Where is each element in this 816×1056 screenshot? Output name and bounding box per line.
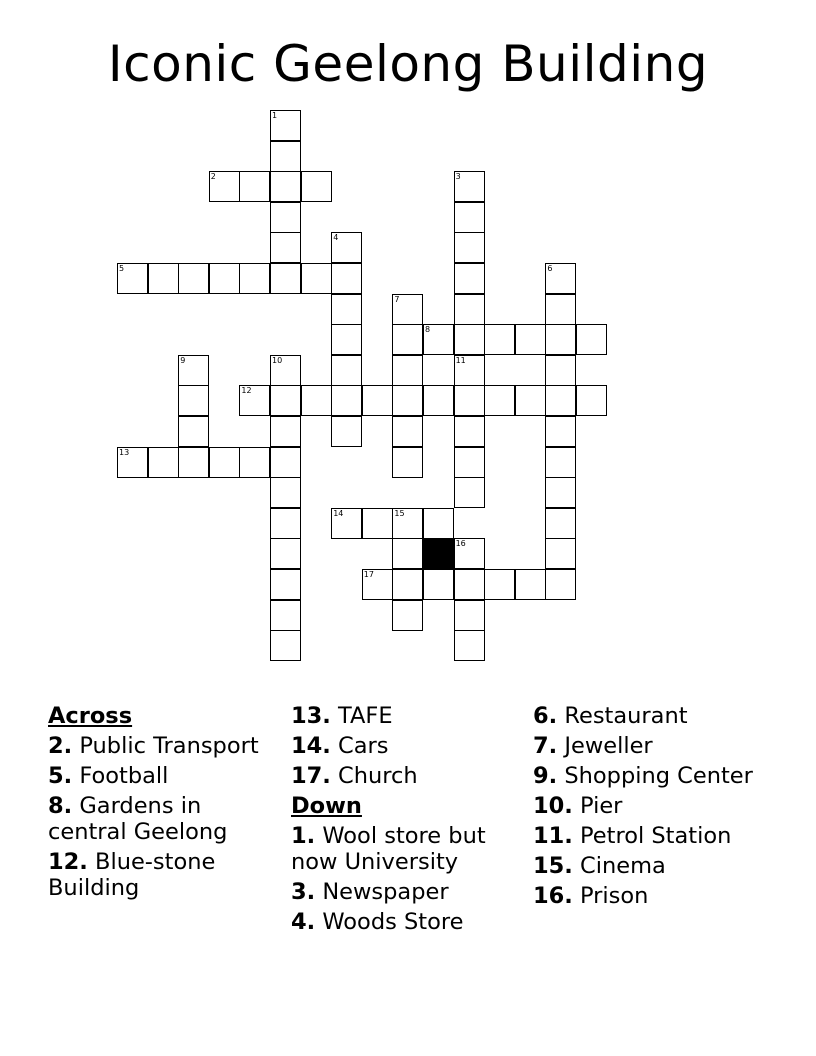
clue-text: Newspaper (315, 879, 449, 905)
grid-cell[interactable] (331, 508, 362, 539)
clue-item (533, 703, 773, 729)
grid-cell[interactable] (301, 385, 332, 416)
grid-cell[interactable] (270, 171, 301, 202)
grid-cell[interactable] (270, 385, 301, 416)
clue-number: 8 (425, 325, 431, 335)
grid-cell[interactable] (392, 600, 423, 631)
clue-number: 14 (333, 508, 344, 518)
grid-cell[interactable] (331, 416, 362, 447)
grid-cell[interactable] (545, 447, 576, 478)
clue-item (48, 733, 268, 759)
grid-cell[interactable] (270, 569, 301, 600)
grid-cell[interactable] (392, 355, 423, 386)
grid-cell[interactable] (239, 447, 270, 478)
grid-cell[interactable] (454, 477, 485, 508)
grid-cell[interactable] (178, 263, 209, 294)
grid-cell[interactable] (545, 477, 576, 508)
clue-text: Wool store but now University (291, 823, 486, 875)
grid-cell[interactable] (331, 355, 362, 386)
grid-cell[interactable] (148, 447, 179, 478)
clue-number: 12 (241, 386, 252, 396)
grid-cell[interactable] (270, 600, 301, 631)
grid-cell[interactable] (545, 569, 576, 600)
grid-cell[interactable] (576, 324, 607, 355)
clue-number: 4. (291, 909, 316, 935)
clues-column-3 (533, 703, 773, 913)
grid-cell[interactable] (239, 263, 270, 294)
grid-cell[interactable] (301, 263, 332, 294)
grid-cell[interactable] (270, 630, 301, 661)
grid-cell[interactable] (392, 508, 423, 539)
clue-number: 10 (272, 355, 283, 365)
clue-number: 17. (291, 763, 331, 789)
clue-number: 6 (547, 264, 553, 273)
grid-cell[interactable] (239, 171, 270, 202)
grid-cell[interactable] (270, 447, 301, 478)
grid-cell[interactable] (392, 324, 423, 355)
grid-cell[interactable] (454, 232, 485, 263)
grid-cell[interactable] (454, 600, 485, 631)
clue-number: 16 (455, 539, 466, 549)
grid-cell[interactable] (331, 263, 362, 294)
clue-text: Church (330, 763, 418, 789)
grid-cell[interactable] (178, 355, 209, 386)
clue-text: Blue-stone Building (48, 849, 216, 901)
grid-cell[interactable] (545, 355, 576, 386)
clue-number: 10. (533, 793, 573, 819)
clue-text: Gardens in central Geelong (48, 793, 228, 845)
grid-cell[interactable] (515, 385, 546, 416)
grid-cell[interactable] (423, 508, 454, 539)
across-clue-list-continued (291, 703, 526, 789)
clue-number: 2 (210, 172, 216, 182)
clue-number: 9. (533, 763, 558, 789)
clue-number: 9 (180, 355, 186, 365)
clue-text: Football (72, 763, 169, 789)
grid-cell[interactable] (331, 294, 362, 325)
grid-cell[interactable] (239, 385, 270, 416)
clue-item (291, 763, 526, 789)
grid-cell[interactable] (178, 416, 209, 447)
clue-number: 7 (394, 294, 400, 304)
grid-cell[interactable] (454, 171, 485, 202)
grid-cell[interactable] (392, 538, 423, 569)
grid-cell[interactable] (576, 385, 607, 416)
grid-cell[interactable] (545, 324, 576, 355)
clue-number: 11 (455, 355, 466, 365)
grid-cell[interactable] (362, 508, 393, 539)
clue-number: 3. (291, 879, 316, 905)
grid-cell[interactable] (454, 202, 485, 233)
clue-number: 1 (272, 111, 278, 120)
across-clue-list (48, 733, 268, 901)
clue-number: 12. (48, 849, 88, 875)
clue-item (48, 763, 268, 789)
grid-cell[interactable] (270, 355, 301, 386)
grid-cell[interactable] (454, 324, 485, 355)
black-square (423, 538, 454, 569)
grid-cell[interactable] (270, 477, 301, 508)
grid-cell[interactable] (392, 385, 423, 416)
clue-text: Woods Store (315, 909, 464, 935)
clue-item (533, 823, 773, 849)
grid-cell[interactable] (209, 263, 240, 294)
grid-cell[interactable] (423, 385, 454, 416)
grid-cell[interactable] (392, 416, 423, 447)
grid-cell[interactable] (301, 171, 332, 202)
grid-cell[interactable] (270, 416, 301, 447)
grid-cell[interactable] (362, 385, 393, 416)
grid-cell[interactable] (545, 538, 576, 569)
clue-item (533, 763, 773, 789)
clue-text: TAFE (330, 703, 393, 729)
down-clue-list (291, 823, 526, 935)
clue-number: 16. (533, 883, 573, 909)
clues-column-2 (291, 703, 526, 939)
clue-number: 11. (533, 823, 573, 849)
clue-item (48, 849, 268, 901)
clue-text: Petrol Station (572, 823, 732, 849)
grid-cell[interactable] (454, 294, 485, 325)
grid-cell[interactable] (270, 202, 301, 233)
down-clue-list-continued (533, 703, 773, 909)
clue-number: 13. (291, 703, 331, 729)
down-heading: Down (291, 793, 362, 819)
grid-cell[interactable] (484, 569, 515, 600)
clue-text: Shopping Center (557, 763, 753, 789)
grid-cell[interactable] (545, 263, 576, 294)
clue-item (533, 733, 773, 759)
grid-cell[interactable] (392, 447, 423, 478)
grid-cell[interactable] (148, 263, 179, 294)
clue-number: 4 (333, 233, 339, 243)
clue-number: 5. (48, 763, 73, 789)
grid-cell[interactable] (178, 447, 209, 478)
clue-item (291, 823, 526, 875)
clues-column-1 (48, 703, 268, 905)
grid-cell[interactable] (423, 324, 454, 355)
clue-item (533, 883, 773, 909)
clue-number: 8. (48, 793, 73, 819)
clue-text: Cinema (572, 853, 666, 879)
grid-cell[interactable] (545, 416, 576, 447)
grid-cell[interactable] (423, 569, 454, 600)
grid-cell[interactable] (454, 538, 485, 569)
clue-number: 1. (291, 823, 316, 849)
clue-text: Jeweller (557, 733, 653, 759)
grid-cell[interactable] (331, 232, 362, 263)
grid-cell[interactable] (515, 324, 546, 355)
puzzle-title: Iconic Geelong Building (107, 35, 709, 93)
grid-cell[interactable] (117, 447, 148, 478)
grid-cell[interactable] (270, 110, 301, 141)
grid-cell[interactable] (209, 171, 240, 202)
grid-cell[interactable] (117, 263, 148, 294)
grid-cell[interactable] (270, 141, 301, 172)
clue-text: Prison (572, 883, 649, 909)
grid-cell[interactable] (331, 324, 362, 355)
grid-cell[interactable] (270, 538, 301, 569)
clue-item (291, 733, 526, 759)
clue-item (291, 909, 526, 935)
clue-number: 2. (48, 733, 73, 759)
clue-number: 14. (291, 733, 331, 759)
grid-cell[interactable] (545, 385, 576, 416)
clue-item (48, 793, 268, 845)
clue-number: 7. (533, 733, 558, 759)
grid-cell[interactable] (454, 630, 485, 661)
clue-text: Pier (572, 793, 623, 819)
grid-cell[interactable] (209, 447, 240, 478)
grid-cell[interactable] (270, 508, 301, 539)
grid-cell[interactable] (362, 569, 393, 600)
clue-number: 5 (119, 264, 125, 273)
clue-item (533, 853, 773, 879)
clue-text: Restaurant (557, 703, 688, 729)
clue-text: Cars (330, 733, 389, 759)
clue-number: 17 (363, 570, 374, 579)
clue-number: 6. (533, 703, 558, 729)
grid-cell[interactable] (515, 569, 546, 600)
clue-item (291, 703, 526, 729)
grid-cell[interactable] (178, 385, 209, 416)
grid-cell[interactable] (454, 447, 485, 478)
grid-cell[interactable] (454, 385, 485, 416)
grid-cell[interactable] (270, 263, 301, 294)
grid-cell[interactable] (454, 416, 485, 447)
clue-number: 3 (455, 172, 461, 182)
grid-cell[interactable] (392, 294, 423, 325)
grid-cell[interactable] (454, 355, 485, 386)
grid-cell[interactable] (454, 569, 485, 600)
across-heading: Across (48, 703, 133, 729)
grid-cell[interactable] (484, 324, 515, 355)
clue-text: Public Transport (72, 733, 259, 759)
clue-number: 15. (533, 853, 573, 879)
clue-item (533, 793, 773, 819)
grid-cell[interactable] (392, 569, 423, 600)
clue-number: 13 (119, 447, 130, 457)
grid-cell[interactable] (270, 232, 301, 263)
grid-cell[interactable] (545, 508, 576, 539)
clue-number: 15 (394, 508, 405, 518)
grid-cell[interactable] (545, 294, 576, 325)
grid-cell[interactable] (484, 385, 515, 416)
clue-item (291, 879, 526, 905)
grid-cell[interactable] (331, 385, 362, 416)
grid-cell[interactable] (454, 263, 485, 294)
